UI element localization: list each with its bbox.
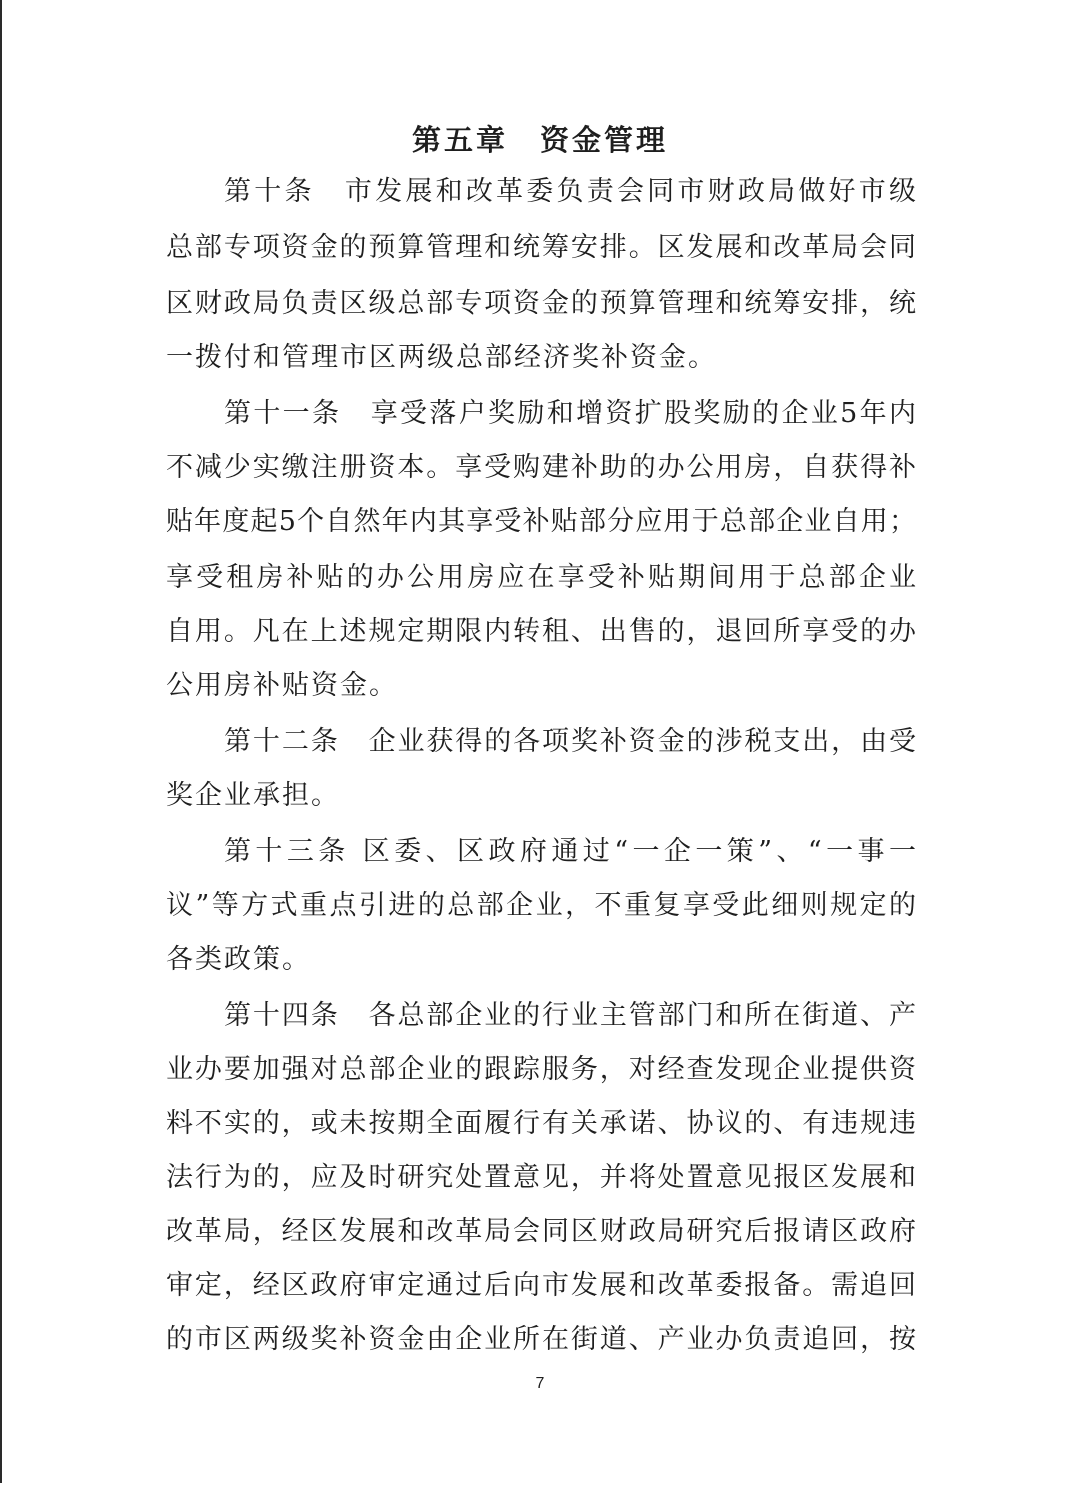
chapter-title: 第五章 资金管理 [411, 123, 668, 157]
text-line: 自用。凡在上述规定期限内转租、出售的，退回所享受的办 [166, 616, 916, 647]
text-line: 一拨付和管理市区两级总部经济奖补资金。 [166, 342, 717, 373]
text-line: 各类政策。 [166, 944, 311, 975]
text-line: 总部专项资金的预算管理和统筹安排。区发展和改革局会同 [166, 232, 916, 263]
text-line: 区财政局负责区级总部专项资金的预算管理和统筹安排，统 [166, 288, 916, 319]
text-line: 公用房补贴资金。 [166, 670, 398, 701]
text-line: 议”等方式重点引进的总部企业，不重复享受此细则规定的 [166, 890, 916, 921]
page-number: 7 [535, 1375, 545, 1392]
text-line: 第十一条 享受落户奖励和增资扩股奖励的企业5年内 [224, 398, 916, 429]
text-line: 享受租房补贴的办公用房应在享受补贴期间用于总部企业 [166, 562, 916, 593]
text-line: 审定，经区政府审定通过后向市发展和改革委报备。需追回 [166, 1270, 916, 1301]
text-line: 业办要加强对总部企业的跟踪服务，对经查发现企业提供资 [166, 1054, 916, 1085]
text-line: 的市区两级奖补资金由企业所在街道、产业办负责追回，按 [166, 1324, 916, 1355]
text-line: 奖企业承担。 [166, 780, 340, 811]
text-line: 第十二条 企业获得的各项奖补资金的涉税支出，由受 [224, 726, 916, 757]
text-line: 贴年度起5个自然年内其享受补贴部分应用于总部企业自用； [166, 506, 916, 537]
text-line: 第十三条 区委、区政府通过“一企一策”、“一事一 [224, 836, 916, 867]
text-line: 第十四条 各总部企业的行业主管部门和所在街道、产 [224, 1000, 916, 1031]
text-line: 第十条 市发展和改革委负责会同市财政局做好市级 [224, 176, 916, 207]
text-line: 法行为的，应及时研究处置意见，并将处置意见报区发展和 [166, 1162, 916, 1193]
text-line: 改革局，经区发展和改革局会同区财政局研究后报请区政府 [166, 1216, 916, 1247]
text-line: 不减少实缴注册资本。享受购建补助的办公用房，自获得补 [166, 452, 916, 483]
text-line: 料不实的，或未按期全面履行有关承诺、协议的、有违规违 [166, 1108, 916, 1139]
